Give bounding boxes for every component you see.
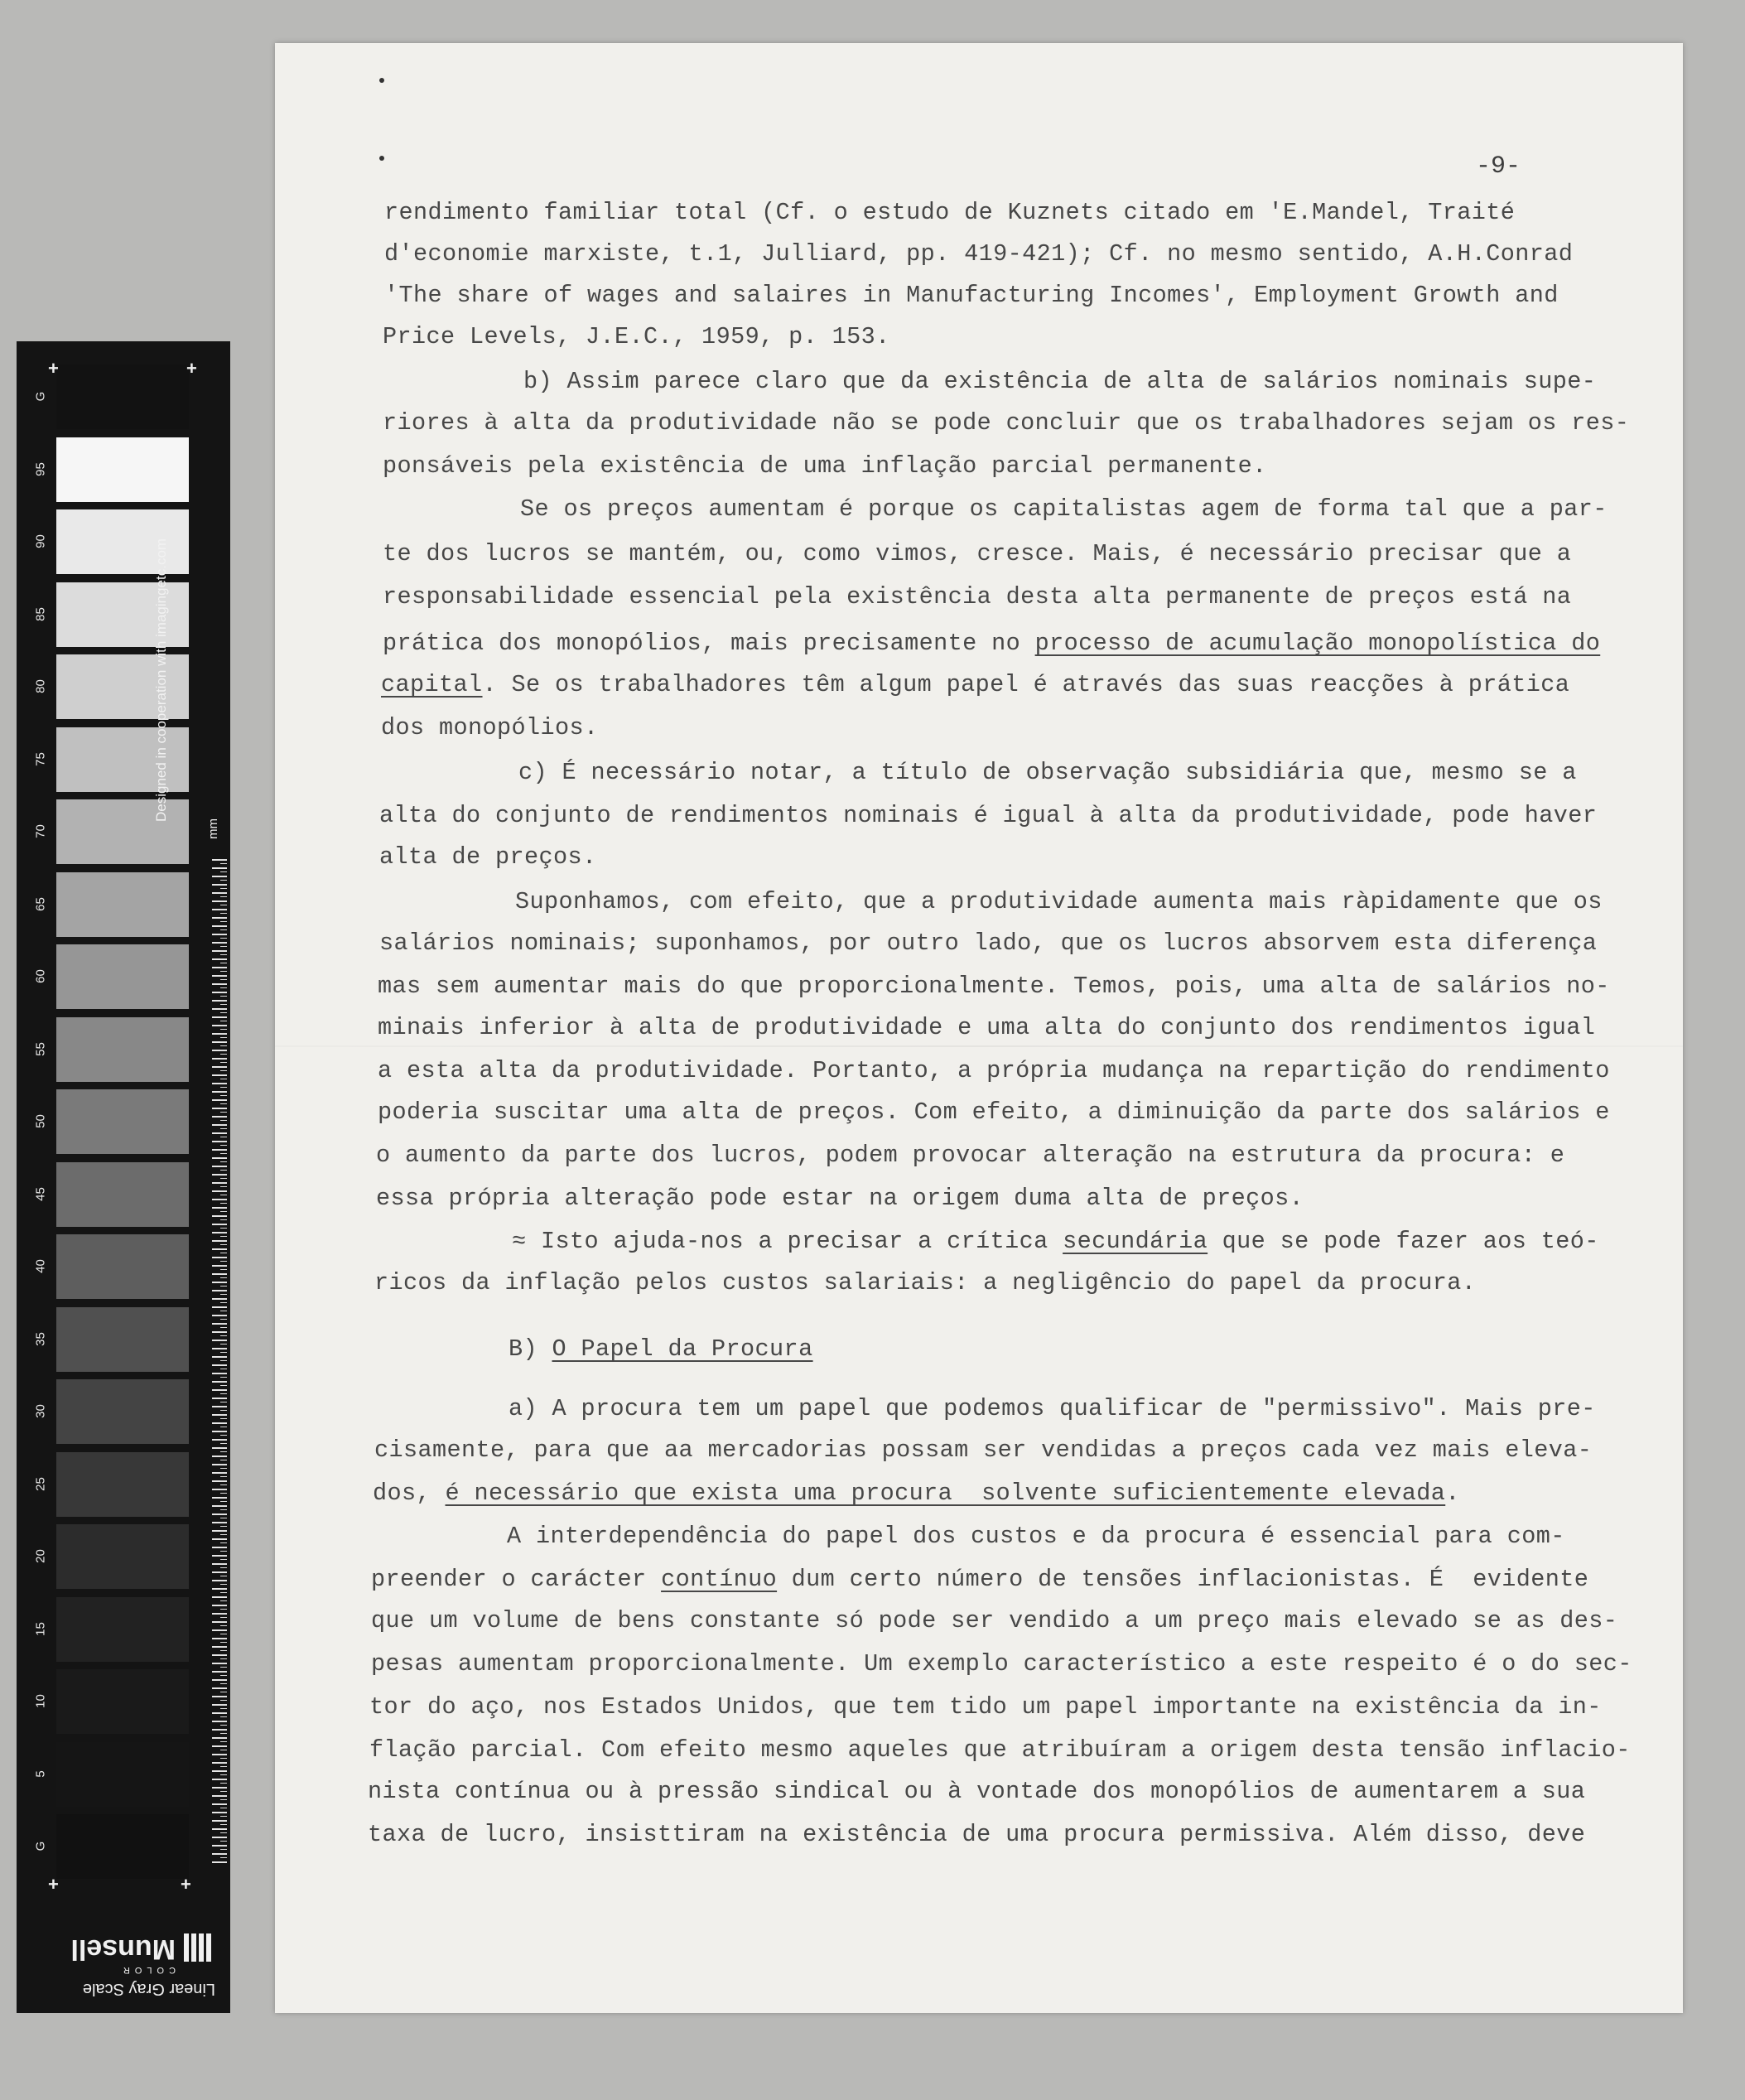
underlined-text: secundária bbox=[1063, 1228, 1208, 1255]
text-segment: dos monopólios. bbox=[381, 714, 599, 741]
plus-mark: + bbox=[186, 358, 197, 379]
text-segment: ≈ Isto ajuda-nos a precisar a crítica bbox=[512, 1228, 1063, 1255]
gray-patch bbox=[56, 944, 189, 1009]
underlined-text: é necessário que exista uma procura solvente suficientemente elevada bbox=[445, 1480, 1446, 1507]
gray-scale-label: 85 bbox=[33, 606, 48, 621]
underlined-text: contínuo bbox=[661, 1566, 778, 1593]
gray-scale-label: 50 bbox=[33, 1114, 48, 1128]
text-segment: taxa de lucro, insisttiram na existência de uma procura permissiva. Além disso, deve bbox=[368, 1821, 1586, 1848]
text-line bbox=[509, 1395, 1596, 1422]
text-line bbox=[383, 630, 1600, 657]
text-segment: te dos lucros se mantém, ou, como vimos, cresce. Mais, é necessário precisar que a bbox=[383, 540, 1572, 567]
gray-patch bbox=[56, 1089, 189, 1154]
gray-scale-label: 55 bbox=[33, 1041, 48, 1056]
text-segment: B) bbox=[509, 1335, 552, 1363]
text-segment: A interdependência do papel dos custos e da procura é essencial para com- bbox=[507, 1523, 1565, 1550]
gray-scale-label: 60 bbox=[33, 969, 48, 983]
brand-name: Munsell bbox=[70, 1933, 176, 1965]
text-line bbox=[376, 1142, 1564, 1169]
text-segment: rendimento familiar total (Cf. o estudo de Kuznets citado em 'E.Mandel, Traité bbox=[384, 199, 1516, 226]
plus-mark: + bbox=[181, 1874, 191, 1895]
text-segment: mas sem aumentar mais do que proporcionalmente. Temos, pois, uma alta de salários no- bbox=[378, 973, 1610, 1000]
gray-scale-label: G bbox=[33, 391, 48, 402]
gray-scale-label: 30 bbox=[33, 1404, 48, 1418]
gray-scale-label: 20 bbox=[33, 1549, 48, 1563]
text-line bbox=[518, 759, 1577, 786]
text-segment: essa própria alteração pode estar na origem duma alta de preços. bbox=[376, 1185, 1304, 1212]
text-line bbox=[384, 240, 1573, 268]
text-line bbox=[371, 1607, 1617, 1634]
gray-patch bbox=[56, 1524, 189, 1589]
text-segment: cisamente, para que aa mercadorias possam ser vendidas a preços cada vez mais eleva- bbox=[374, 1436, 1593, 1464]
gray-scale-label: 15 bbox=[33, 1621, 48, 1636]
text-line bbox=[369, 1736, 1631, 1764]
brand-small-text: Linear Gray Scale bbox=[82, 1980, 215, 1998]
gray-patch bbox=[56, 872, 189, 937]
gray-scale-label: 35 bbox=[33, 1331, 48, 1346]
brand-sub-text: COLOR bbox=[118, 1965, 176, 1975]
text-segment: que um volume de bens constante só pode ser vendido a um preço mais elevado se as des- bbox=[371, 1607, 1618, 1634]
text-segment: dum certo número de tensões inflacionistas. É evidente bbox=[777, 1566, 1589, 1593]
paper-mark bbox=[379, 78, 384, 83]
text-line bbox=[371, 1566, 1588, 1593]
gray-patch bbox=[56, 1669, 189, 1734]
text-line bbox=[379, 843, 597, 871]
text-line bbox=[384, 199, 1515, 226]
gray-patch bbox=[56, 1017, 189, 1082]
text-line bbox=[383, 323, 890, 350]
text-line bbox=[523, 368, 1596, 395]
gray-patch bbox=[56, 1379, 189, 1444]
text-line bbox=[373, 1480, 1460, 1507]
text-segment: pesas aumentam proporcionalmente. Um exemplo característico a este respeito é o do sec- bbox=[371, 1650, 1632, 1678]
munsell-brand bbox=[50, 1919, 215, 1998]
text-segment: tor do aço, nos Estados Unidos, que tem tido um papel importante na existência da in- bbox=[369, 1693, 1602, 1721]
gray-patch bbox=[56, 1452, 189, 1517]
scale-credit: Designed in cooperation with imagingetc.com bbox=[153, 538, 169, 822]
text-segment: ricos da inflação pelos custos salariais: a negligêncio do papel da procura. bbox=[374, 1269, 1477, 1296]
text-line bbox=[381, 714, 599, 741]
text-line bbox=[368, 1821, 1585, 1848]
text-segment: . bbox=[1445, 1480, 1460, 1507]
gray-scale-label: 90 bbox=[33, 534, 48, 548]
gray-scale-label: 70 bbox=[33, 824, 48, 838]
text-line bbox=[379, 929, 1597, 957]
text-segment: a esta alta da produtividade. Portanto, a própria mudança na repartição do rendimento bbox=[378, 1057, 1610, 1084]
text-line bbox=[509, 1335, 813, 1363]
text-segment: que se pode fazer aos teó- bbox=[1208, 1228, 1599, 1255]
underlined-text: O Papel da Procura bbox=[552, 1335, 813, 1363]
gray-scale-label: 95 bbox=[33, 461, 48, 476]
text-line bbox=[383, 540, 1571, 567]
text-segment: Price Levels, J.E.C., 1959, p. 153. bbox=[383, 323, 890, 350]
mm-ruler-minor bbox=[220, 859, 227, 1866]
text-line bbox=[383, 583, 1571, 611]
text-segment: poderia suscitar uma alta de preços. Com efeito, a diminuição da parte dos salários e bbox=[378, 1098, 1610, 1126]
paper-fold bbox=[275, 1045, 1683, 1047]
gray-scale-label: 80 bbox=[33, 679, 48, 693]
underlined-text: processo de acumulação monopolística do bbox=[1034, 630, 1601, 657]
text-line bbox=[520, 495, 1608, 523]
gray-scale-card bbox=[17, 341, 230, 2013]
gray-scale-label: 45 bbox=[33, 1186, 48, 1201]
text-segment: d'economie marxiste, t.1, Julliard, pp. 419-421); Cf. no mesmo sentido, A.H.Conrad bbox=[384, 240, 1574, 268]
gray-scale-label: 75 bbox=[33, 751, 48, 766]
text-line bbox=[369, 1693, 1602, 1721]
gray-patch bbox=[56, 1307, 189, 1372]
text-line bbox=[379, 802, 1597, 829]
text-line bbox=[378, 1098, 1610, 1126]
text-segment: alta do conjunto de rendimentos nominais é igual à alta da produtividade, pode haver bbox=[379, 802, 1598, 829]
gray-patch bbox=[56, 1742, 189, 1807]
plus-mark: + bbox=[48, 1874, 59, 1895]
text-segment: responsabilidade essencial pela existência desta alta permanente de preços está na bbox=[383, 583, 1572, 611]
text-segment: preender o carácter bbox=[371, 1566, 662, 1593]
text-segment: prática dos monopólios, mais precisamente no bbox=[383, 630, 1035, 657]
text-line bbox=[378, 1057, 1610, 1084]
text-line bbox=[378, 973, 1610, 1000]
text-segment: a) A procura tem um papel que podemos qualificar de "permissivo". Mais pre- bbox=[509, 1395, 1596, 1422]
text-segment: minais inferior à alta de produtividade e uma alta do conjunto dos rendimentos igual bbox=[378, 1014, 1596, 1041]
gray-patch bbox=[56, 1597, 189, 1662]
text-line bbox=[374, 1269, 1476, 1296]
text-line bbox=[507, 1523, 1565, 1550]
text-segment: alta de preços. bbox=[379, 843, 597, 871]
text-line bbox=[512, 1228, 1599, 1255]
munsell-logo-icon bbox=[183, 1933, 211, 1962]
gray-patch bbox=[56, 364, 189, 429]
gray-patch bbox=[56, 1814, 189, 1879]
plus-mark: + bbox=[48, 358, 59, 379]
text-segment: c) É necessário notar, a título de observação subsidiária que, mesmo se a bbox=[518, 759, 1577, 786]
text-line bbox=[371, 1650, 1632, 1678]
gray-scale-label: 40 bbox=[33, 1259, 48, 1273]
text-line bbox=[383, 409, 1629, 437]
text-segment: 'The share of wages and salaires in Manufacturing Incomes', Employment Growth and bbox=[384, 282, 1559, 309]
text-segment: salários nominais; suponhamos, por outro lado, que os lucros absorvem esta diferença bbox=[379, 929, 1598, 957]
gray-scale-label: G bbox=[33, 1841, 48, 1851]
text-segment: dos, bbox=[373, 1480, 446, 1507]
gray-patch bbox=[56, 1234, 189, 1299]
gray-scale-label: 25 bbox=[33, 1476, 48, 1491]
text-segment: Se os preços aumentam é porque os capitalistas agem de forma tal que a par- bbox=[520, 495, 1608, 523]
text-segment: o aumento da parte dos lucros, podem provocar alteração na estrutura da procura: e bbox=[376, 1142, 1565, 1169]
text-line bbox=[368, 1778, 1585, 1805]
gray-scale-label: 10 bbox=[33, 1694, 48, 1708]
gray-patch bbox=[56, 1162, 189, 1227]
text-line bbox=[383, 452, 1267, 480]
text-segment: Suponhamos, com efeito, que a produtividade aumenta mais ràpidamente que os bbox=[515, 888, 1603, 915]
text-line bbox=[378, 1014, 1595, 1041]
text-line bbox=[384, 282, 1559, 309]
typewritten-page bbox=[275, 43, 1683, 2013]
text-line bbox=[374, 1436, 1592, 1464]
page-number: -9- bbox=[1476, 152, 1521, 181]
text-segment: b) Assim parece claro que da existência de alta de salários nominais supe- bbox=[523, 368, 1597, 395]
text-segment: riores à alta da produtividade não se pode concluir que os trabalhadores sejam os res- bbox=[383, 409, 1630, 437]
text-line bbox=[515, 888, 1603, 915]
text-line bbox=[376, 1185, 1304, 1212]
text-segment: flação parcial. Com efeito mesmo aqueles que atribuíram a origem desta tensão inflacio- bbox=[369, 1736, 1631, 1764]
text-segment: nista contínua ou à pressão sindical ou à vontade dos monopólios de aumentarem a sua bbox=[368, 1778, 1586, 1805]
underlined-text: capital bbox=[381, 671, 483, 698]
gray-scale-label: 5 bbox=[33, 1769, 48, 1778]
gray-scale-label: 65 bbox=[33, 896, 48, 911]
text-segment: ponsáveis pela existência de uma inflação parcial permanente. bbox=[383, 452, 1267, 480]
text-segment: . Se os trabalhadores têm algum papel é através das suas reacções à prática bbox=[482, 671, 1570, 698]
paper-mark bbox=[379, 156, 384, 161]
mm-label: mm bbox=[206, 818, 220, 839]
text-line bbox=[381, 671, 1569, 698]
